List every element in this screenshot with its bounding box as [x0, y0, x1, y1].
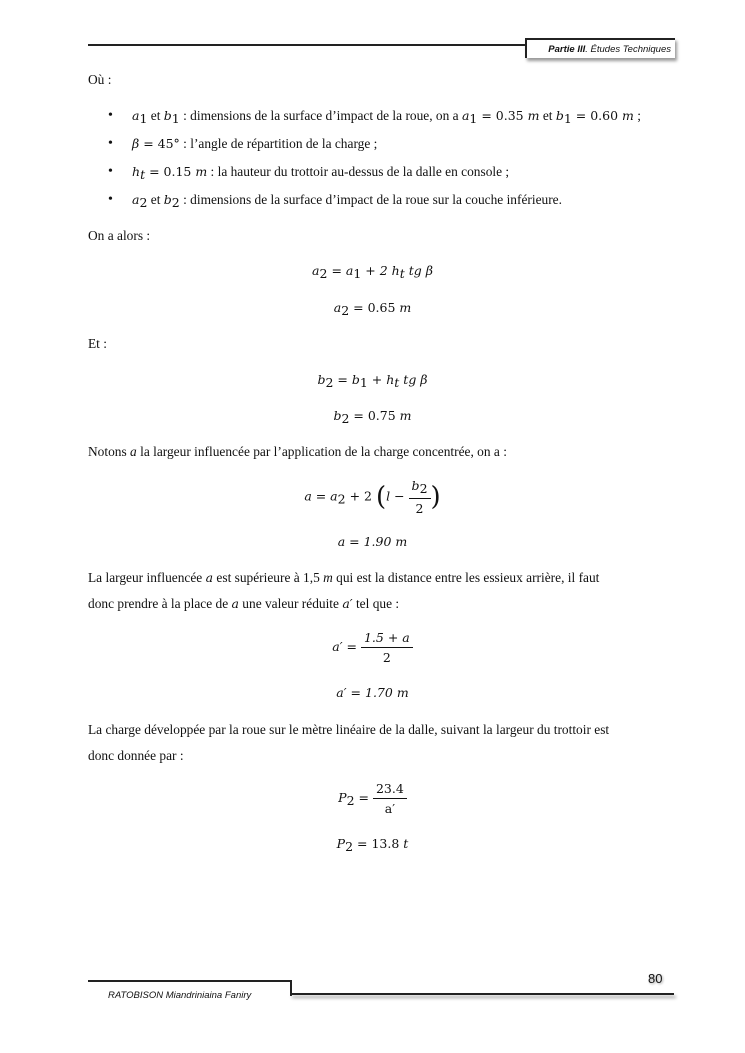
equation-aprime: a′ = $\frac{1.5 + a}{2}$ [0, 630, 745, 665]
list-item: • $h_t = 0.15$ m : la hauteur du trottoir au-dessus de la dalle en console ; [108, 164, 641, 192]
notons-text: Notons a la largeur influencée par l’application de la charge concentrée, on a : [88, 444, 507, 459]
page-number: 80 [648, 971, 663, 986]
value-p2: $P_2 = 13.8$ t [336, 836, 409, 854]
value-a: a = 1.90 m [337, 534, 408, 549]
header-rule [88, 44, 525, 46]
list-item: • $a_2$ et $b_2$ : dimensions de la surface d’impact de la roue sur la couche inférieure. [108, 192, 641, 220]
footer-author: RATOBISON Miandriniaina Faniry [108, 990, 252, 1001]
value-a2: $a_2 = 0.65$ m [333, 300, 412, 318]
footer-rule [290, 993, 674, 995]
paragraph-largeur-line1: La largeur influencée a est supérieure à 1,5 m qui est la distance entre les essieux arrière, il faut [88, 570, 600, 585]
list-item: • β = 45° : l’angle de répartition de la charge ; [108, 136, 641, 164]
equation-b2: $b_2 = b_1 + h_t$ tg β [317, 372, 428, 390]
on-a-alors-text: On a alors : [88, 228, 151, 243]
list-item: • $a_1$ et $b_1$ : dimensions de la surface d’impact de la roue, on a $a_1 = 0.35$ m et $b_1 = 0.60$ m ; [108, 108, 641, 136]
equation-p2: $P_2$ = $\frac{23.4}{a'}$ [0, 781, 745, 816]
header-box [525, 38, 675, 58]
intro-text: Où : [88, 72, 112, 87]
et-text: Et : [88, 336, 107, 351]
paragraph-largeur-line2: donc prendre à la place de a une valeur réduite a′ tel que : [88, 596, 400, 611]
definitions-list [108, 108, 641, 220]
equation-a2: $a_2 = a_1 + 2$ $h_t$ tg β [312, 263, 433, 281]
equation-a: $a = a_2 + 2$ (l − $\frac{b_2}{2}$ ) [304, 478, 441, 516]
value-b2: $b_2 = 0.75$ m [333, 408, 412, 426]
paragraph-charge-line1: La charge développée par la roue sur le mètre linéaire de la dalle, suivant la largeur du trottoir est [88, 722, 610, 737]
header-title: Partie III. Études Techniques [548, 44, 671, 55]
value-aprime: a′ = 1.70 m [336, 685, 409, 700]
paragraph-charge-line2: donc donnée par : [88, 748, 184, 763]
